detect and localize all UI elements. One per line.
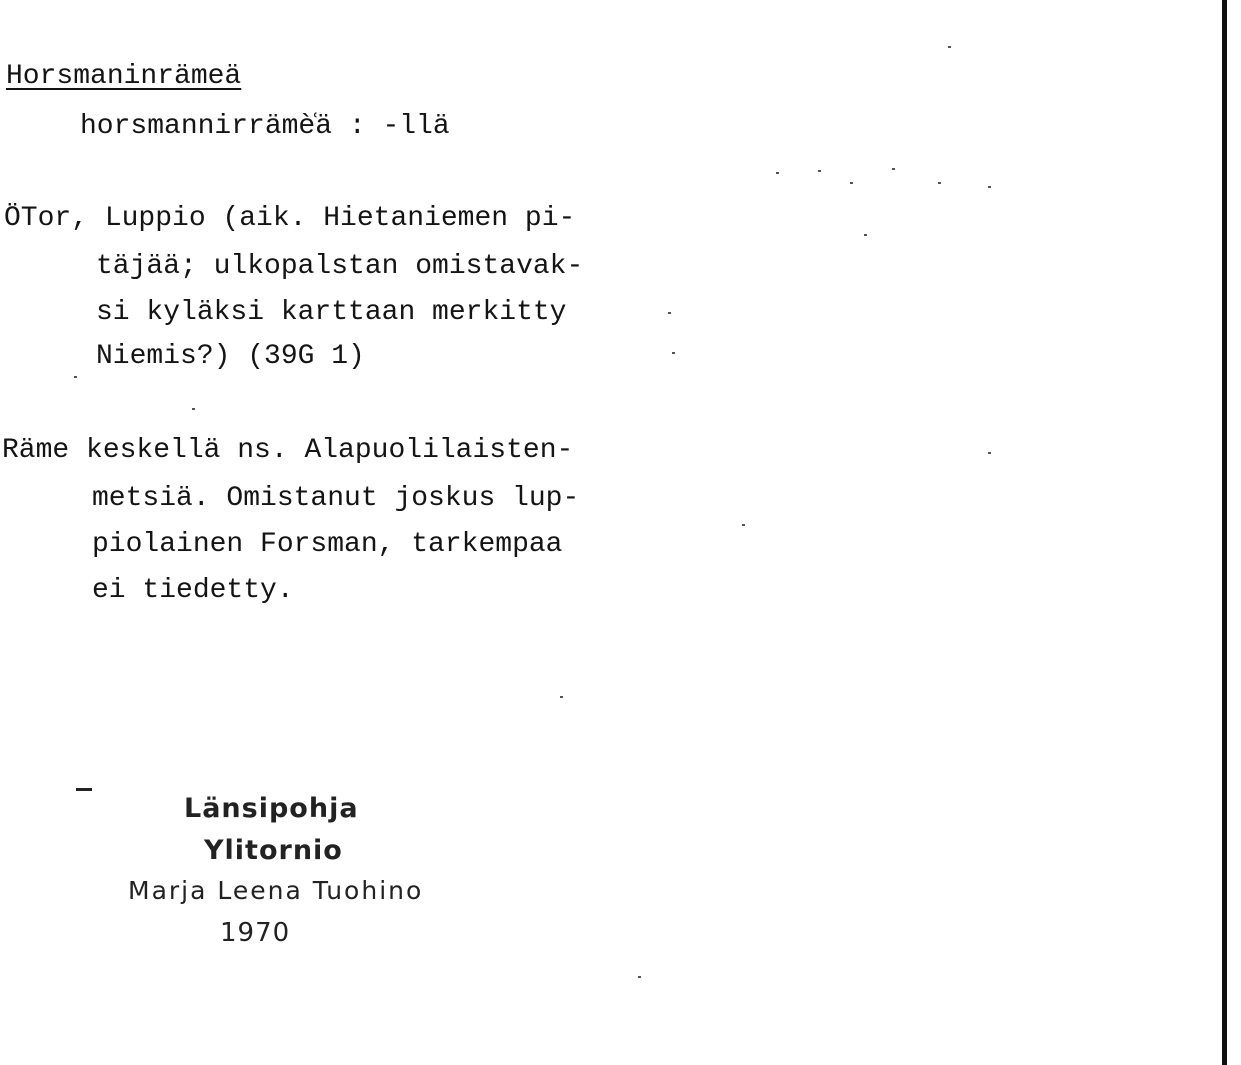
description-line-3: piolainen Forsman, tarkempaa: [92, 529, 563, 560]
scan-speck: [988, 452, 991, 454]
card-edge-line: [1222, 0, 1227, 1065]
source-line-4: Niemis?) (39G 1): [96, 341, 365, 372]
scan-speck: [864, 234, 867, 236]
scan-speck: [850, 182, 853, 184]
scan-speck: [776, 172, 779, 174]
description-line-2: metsiä. Omistanut joskus lup-: [92, 483, 580, 514]
scan-speck: [988, 186, 991, 188]
description-line-1: Räme keskellä ns. Alapuolilaisten-: [2, 435, 574, 466]
scan-speck: [742, 524, 745, 526]
stamp-region: Länsipohja: [184, 793, 359, 824]
description-line-4: ei tiedetty.: [92, 575, 294, 606]
scan-speck: [672, 352, 675, 354]
source-line-2: täjää; ulkopalstan omistavak-: [96, 251, 584, 282]
scan-speck: [560, 696, 563, 698]
scan-speck: [638, 976, 641, 978]
scan-speck: [938, 182, 941, 184]
scan-speck: [948, 46, 951, 48]
source-line-1: ÖTor, Luppio (aik. Hietaniemen pi-: [4, 203, 576, 234]
stamp-year: 1970: [220, 918, 291, 948]
scan-speck: [668, 312, 671, 314]
scan-speck: [192, 408, 195, 410]
source-line-3: si kyläksi karttaan merkitty: [96, 297, 567, 328]
dash-mark: [76, 788, 92, 791]
stamp-parish: Ylitornio: [204, 835, 343, 866]
pronunciation-variant: horsmannirrämè͑ä : -llä: [80, 111, 450, 142]
headword: Horsmaninrämeä: [6, 61, 242, 92]
scan-speck: [818, 170, 821, 172]
scan-speck: [892, 168, 895, 170]
scan-speck: [74, 376, 77, 378]
stamp-collector: Marja Leena Tuohino: [128, 876, 424, 905]
